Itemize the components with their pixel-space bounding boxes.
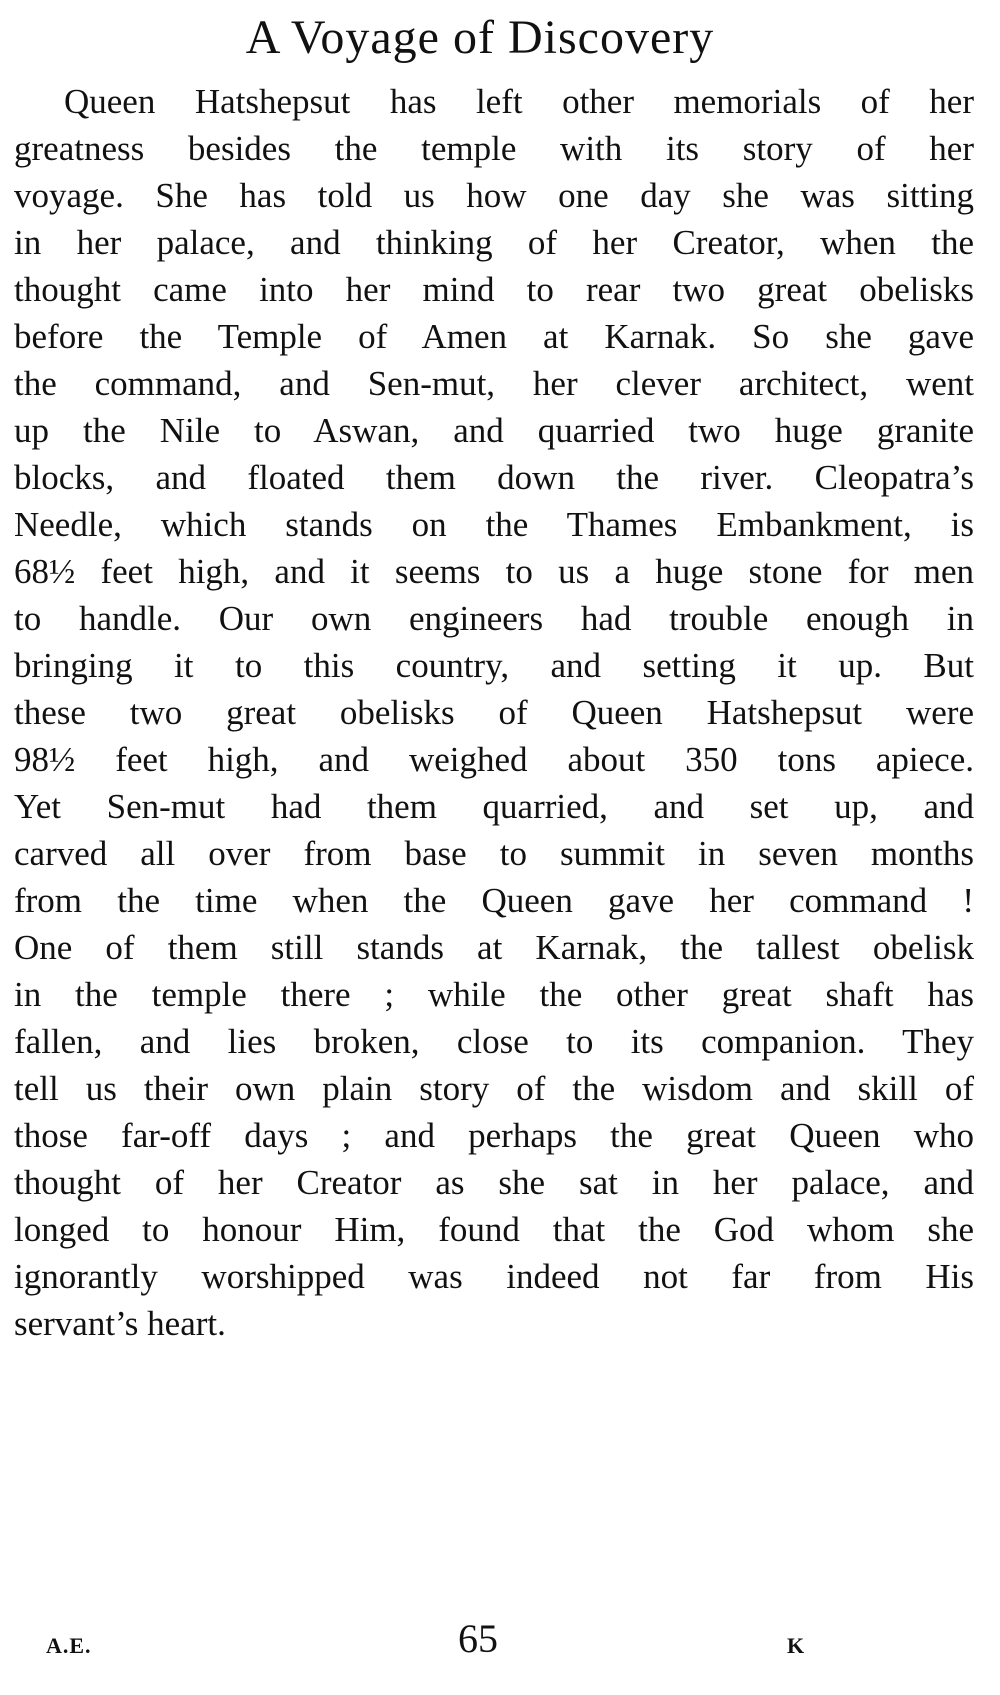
text-line: the command, and Sen-mut, her clever architect, went — [14, 364, 974, 403]
text-line: longed to honour Him, found that the God whom she — [14, 1210, 974, 1249]
text-line: blocks, and floated them down the river. Cleopatra’s — [14, 458, 974, 497]
text-line: before the Temple of Amen at Karnak. So she gave — [14, 317, 974, 356]
text-line: 98½ feet high, and weighed about 350 tons apiece. — [14, 740, 974, 779]
text-line: tell us their own plain story of the wisdom and skill of — [14, 1069, 974, 1108]
text-line: to handle. Our own engineers had trouble enough in — [14, 599, 974, 638]
text-line: thought of her Creator as she sat in her palace, and — [14, 1163, 974, 1202]
text-line: bringing it to this country, and setting it up. But — [14, 646, 974, 685]
text-line: servant’s heart. — [14, 1304, 226, 1343]
text-line: up the Nile to Aswan, and quarried two huge granite — [14, 411, 974, 450]
page-number: 65 — [458, 1616, 498, 1661]
text-line: Needle, which stands on the Thames Embankment, is — [14, 505, 974, 544]
text-line: in her palace, and thinking of her Creator, when the — [14, 223, 974, 262]
text-line: greatness besides the temple with its story of her — [14, 129, 974, 168]
text-line: these two great obelisks of Queen Hatshepsut were — [14, 693, 974, 732]
text-line: in the temple there ; while the other great shaft has — [14, 975, 974, 1014]
signature-mark-right: K — [787, 1633, 805, 1658]
text-line: fallen, and lies broken, close to its companion. They — [14, 1022, 974, 1061]
text-line: thought came into her mind to rear two great obelisks — [14, 270, 974, 309]
page-footer — [0, 1615, 1000, 1675]
text-line: One of them still stands at Karnak, the tallest obelisk — [14, 928, 974, 967]
chapter-title: A Voyage of Discovery — [245, 11, 715, 64]
text-line: carved all over from base to summit in seven months — [14, 834, 974, 873]
text-line: Queen Hatshepsut has left other memorials of her — [64, 82, 974, 121]
signature-mark-left: A.E. — [46, 1633, 92, 1658]
body-paragraph — [14, 78, 974, 1347]
text-line: voyage. She has told us how one day she was sitting — [14, 176, 974, 215]
text-line: 68½ feet high, and it seems to us a huge stone for men — [14, 552, 974, 591]
text-line: Yet Sen-mut had them quarried, and set up, and — [14, 787, 974, 826]
text-line: from the time when the Queen gave her command ! — [14, 881, 974, 920]
text-line: ignorantly worshipped was indeed not far from His — [14, 1257, 974, 1296]
text-line: those far-off days ; and perhaps the great Queen who — [14, 1116, 974, 1155]
